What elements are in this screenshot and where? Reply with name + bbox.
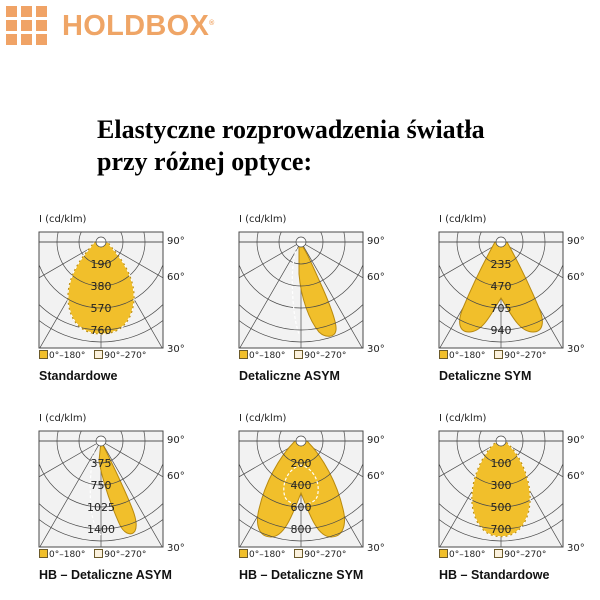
intensity-value-label: 940 [490, 324, 512, 337]
legend-empty-swatch [94, 350, 103, 359]
diagram-caption: HB – Detaliczne SYM [239, 568, 364, 582]
intensity-value-label: 760 [90, 324, 112, 337]
legend-filled-swatch [439, 350, 448, 359]
legend [439, 350, 546, 361]
angle-label: 90° [367, 435, 385, 446]
angle-label: 30° [367, 543, 385, 554]
intensity-value-label: 470 [490, 280, 512, 293]
logo-wordmark: HOLDBOX® [62, 10, 215, 42]
legend-empty-swatch [494, 350, 503, 359]
angle-label: 90° [567, 236, 585, 247]
legend-empty-swatch [294, 350, 303, 359]
legend-empty-swatch [94, 549, 103, 558]
intensity-value-label: 300 [490, 479, 512, 492]
polar-diagram-hb-detaliczne-sym [239, 413, 394, 593]
intensity-value-label: 800 [290, 523, 312, 536]
angle-label: 90° [367, 236, 385, 247]
diagram-caption: HB – Standardowe [439, 568, 550, 582]
angle-label: 60° [167, 471, 185, 482]
polar-chart [439, 214, 589, 355]
legend-empty-label: 90°–270° [304, 351, 347, 361]
polar-chart [239, 413, 389, 554]
legend-filled-label: 0°–180° [249, 351, 286, 361]
polar-diagram-detaliczne-asym [239, 214, 394, 394]
angle-label: 90° [167, 435, 185, 446]
legend-filled-swatch [39, 350, 48, 359]
polar-diagram-detaliczne-sym [439, 214, 594, 394]
legend-empty-label: 90°–270° [504, 550, 547, 560]
legend [439, 549, 546, 560]
heading-line-1: Elastyczne rozprowadzenia światła [97, 115, 485, 144]
intensity-value-label: 100 [490, 457, 512, 470]
polar-diagram-standardowe [39, 214, 194, 394]
legend-filled-swatch [239, 549, 248, 558]
diagram-caption: Standardowe [39, 369, 118, 383]
logo-squares-icon [6, 6, 50, 46]
legend-empty-label: 90°–270° [304, 550, 347, 560]
legend [239, 350, 346, 361]
intensity-value-label: 750 [90, 479, 112, 492]
legend-empty-swatch [294, 549, 303, 558]
legend-empty-label: 90°–270° [104, 550, 147, 560]
diagram-caption: Detaliczne SYM [439, 369, 532, 383]
intensity-value-label: 1025 [87, 501, 115, 514]
angle-label: 90° [567, 435, 585, 446]
legend [239, 549, 346, 560]
angle-label: 60° [367, 471, 385, 482]
intensity-value-label: 570 [90, 302, 112, 315]
legend-filled-swatch [239, 350, 248, 359]
polar-chart [39, 214, 189, 355]
angle-label: 30° [167, 344, 185, 355]
legend-empty-label: 90°–270° [504, 351, 547, 361]
angle-label: 60° [567, 272, 585, 283]
page-heading [97, 114, 567, 178]
intensity-value-label: 375 [90, 457, 112, 470]
legend-empty-swatch [494, 549, 503, 558]
polar-diagram-hb-standardowe [439, 413, 594, 593]
unit-label: I (cd/klm) [239, 413, 287, 424]
intensity-value-label: 600 [290, 501, 312, 514]
intensity-value-label: 705 [490, 302, 512, 315]
legend-filled-swatch [439, 549, 448, 558]
legend-filled-swatch [39, 549, 48, 558]
angle-label: 60° [167, 272, 185, 283]
legend-filled-label: 0°–180° [449, 351, 486, 361]
unit-label: I (cd/klm) [439, 214, 487, 225]
polar-diagram-hb-detaliczne-asym [39, 413, 194, 593]
diagram-caption: HB – Detaliczne ASYM [39, 568, 172, 582]
intensity-value-label: 190 [90, 258, 112, 271]
polar-chart [439, 413, 589, 554]
heading-line-2: przy różnej optyce: [97, 147, 313, 176]
legend-filled-label: 0°–180° [249, 550, 286, 560]
holdbox-logo [6, 6, 215, 46]
polar-chart [39, 413, 189, 554]
intensity-value-label: 700 [490, 523, 512, 536]
intensity-value-label: 1400 [87, 523, 115, 536]
legend [39, 549, 146, 560]
intensity-value-label: 200 [290, 457, 312, 470]
polar-chart [239, 214, 389, 355]
diagram-caption: Detaliczne ASYM [239, 369, 340, 383]
legend-filled-label: 0°–180° [49, 550, 86, 560]
intensity-value-label: 400 [290, 479, 312, 492]
angle-label: 60° [567, 471, 585, 482]
angle-label: 60° [367, 272, 385, 283]
unit-label: I (cd/klm) [39, 214, 87, 225]
legend-filled-label: 0°–180° [49, 351, 86, 361]
legend-empty-label: 90°–270° [104, 351, 147, 361]
angle-label: 90° [167, 236, 185, 247]
intensity-value-label: 235 [490, 258, 512, 271]
legend [39, 350, 146, 361]
unit-label: I (cd/klm) [439, 413, 487, 424]
angle-label: 30° [567, 543, 585, 554]
angle-label: 30° [567, 344, 585, 355]
intensity-value-label: 500 [490, 501, 512, 514]
unit-label: I (cd/klm) [239, 214, 287, 225]
angle-label: 30° [167, 543, 185, 554]
intensity-value-label: 380 [90, 280, 112, 293]
legend-filled-label: 0°–180° [449, 550, 486, 560]
angle-label: 30° [367, 344, 385, 355]
unit-label: I (cd/klm) [39, 413, 87, 424]
